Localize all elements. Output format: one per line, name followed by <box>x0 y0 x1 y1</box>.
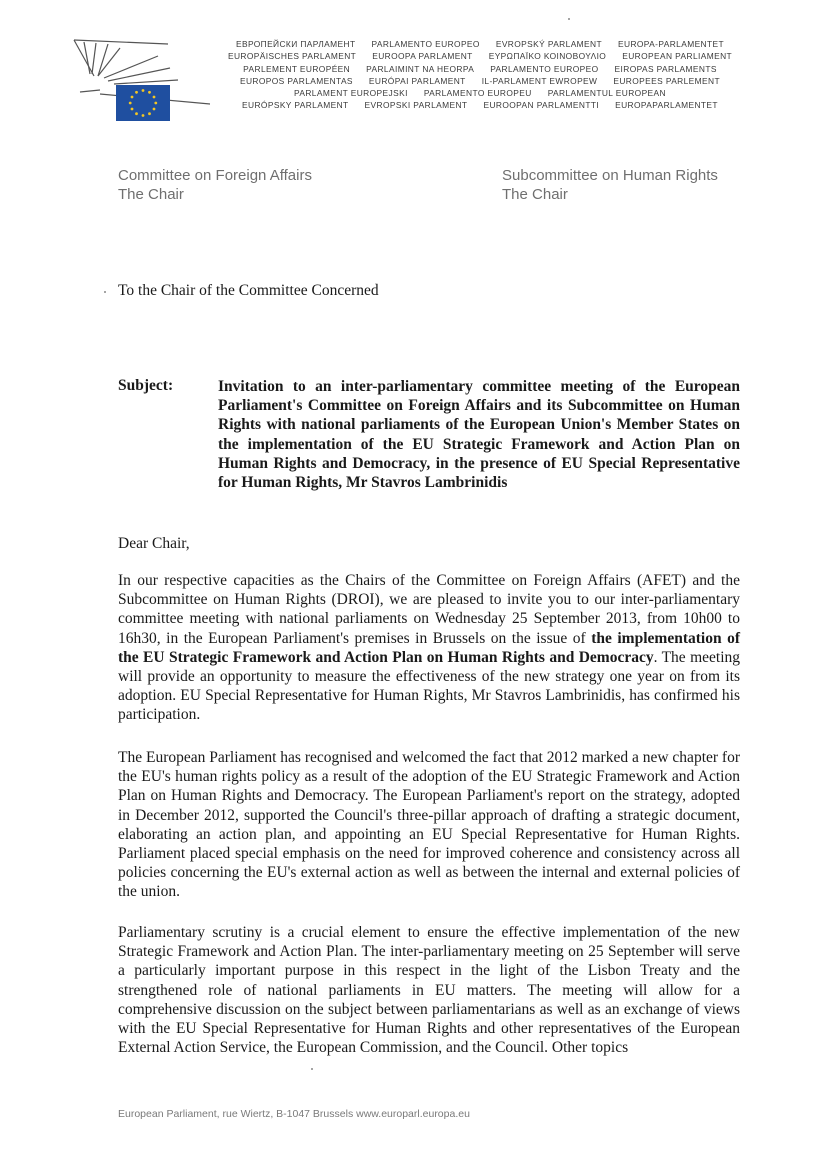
scan-mark <box>104 291 106 293</box>
multilingual-parliament-names <box>200 38 760 112</box>
committee-role: The Chair <box>118 186 184 203</box>
emphasis-topic: the implementation of the EU Strategic Framework and Action Plan on Human Rights and Democracy <box>118 629 740 666</box>
language-line: EURÓPSKY PARLAMENT EVROPSKI PARLAMENT EUROOPAN PARLAMENTTI EUROPAPARLAMENTET <box>242 100 718 111</box>
committee-name: Committee on Foreign Affairs <box>118 167 312 184</box>
body-paragraph-2: The European Parliament has recognised and welcomed the fact that 2012 marked a new chapter for the EU's human rights policy as a result of the adoption of the EU Strategic Framework and Action Plan on Human Rights and Democracy. The European Parliament's report on the strategy, adopted in December 2012, supported the Council's three-pillar approach of drafting a strategic document, elaborating an action plan, and appointing an EU Special Representative for Human Rights. Parliament placed special emphasis on the need for improved coherence and consistency across all policies concerning the EU's external action as well as between the internal and external policies of the union. <box>118 749 740 901</box>
european-parliament-logo <box>70 34 220 134</box>
language-line: EUROPÄISCHES PARLAMENT EUROOPA PARLAMENT ΕΥΡΩΠΑΪΚΟ ΚΟΙΝΟΒΟΥΛΙΟ EUROPEAN PARLIAMENT <box>227 51 733 62</box>
body-paragraph-3: Parliamentary scrutiny is a crucial element to ensure the effective implementation of the new Strategic Framework and Action Plan. The inter-parliamentary meeting on 25 September will serve a particularly important purpose in this respect in the light of the Lisbon Treaty and the strengthened role of national parliaments in EU matters. The meeting will allow for a comprehensive discussion on the subject between parliamentarians as well as an exchange of views with the EU Special Representative for Human Rights and other representatives of the European External Action Service, the European Commission, and the Council. Other topics <box>118 924 740 1057</box>
subject-block <box>118 377 740 492</box>
sender-subcommittee-human-rights <box>502 166 718 204</box>
sender-committee-foreign-affairs <box>118 166 312 204</box>
language-line: PARLEMENT EUROPÉEN PARLAIMINT NA HEORPA PARLAMENTO EUROPEO EIROPAS PARLAMENTS <box>243 63 717 74</box>
language-line: PARLAMENT EUROPEJSKI PARLAMENTO EUROPEU PARLAMENTUL EUROPEAN <box>294 88 666 99</box>
language-line: ЕВРОПЕЙСКИ ПАРЛАМЕНТ PARLAMENTO EUROPEO EVROPSKÝ PARLAMENT EUROPA-PARLAMENTET <box>235 39 725 49</box>
subject-text: Invitation to an inter-parliamentary committee meeting of the European Parliament's Committee on Foreign Affairs and its Subcommittee on Human Rights with national parliaments of the European Union's Member States on the implementation of the EU Strategic Framework and Action Plan on Human Rights and Democracy, in the presence of EU Special Representative for Human Rights, Mr Stavros Lambrinidis <box>218 378 740 492</box>
salutation: Dear Chair, <box>118 535 190 552</box>
committee-name: Subcommittee on Human Rights <box>502 167 718 184</box>
body-paragraph-1: In our respective capacities as the Chairs of the Committee on Foreign Affairs (AFET) and the Subcommittee on Human Rights (DROI), we are pleased to invite you to our inter-parliamentary committee meeting with national parliaments on Wednesday 25 September 2013, from 10h00 to 16h30, in the European Parliament's premises in Brussels on the issue of the implementation of the EU Strategic Framework and Action Plan on Human Rights and Democracy. The meeting will provide an opportunity to measure the effectiveness of the new strategy one year on from its adoption. EU Special Representative for Human Rights, Mr Stavros Lambrinidis, has confirmed his participation. <box>118 572 740 724</box>
footer-address: European Parliament, rue Wiertz, B-1047 Brussels www.europarl.europa.eu <box>118 1108 470 1120</box>
recipient-line: To the Chair of the Committee Concerned <box>118 282 379 299</box>
subject-label: Subject: <box>118 377 174 394</box>
scan-mark <box>568 18 570 20</box>
scan-mark <box>311 1068 313 1070</box>
committee-role: The Chair <box>502 186 568 203</box>
language-line: EUROPOS PARLAMENTAS EURÓPAI PARLAMENT IL-PARLAMENT EWROPEW EUROPEES PARLEMENT <box>239 75 720 86</box>
